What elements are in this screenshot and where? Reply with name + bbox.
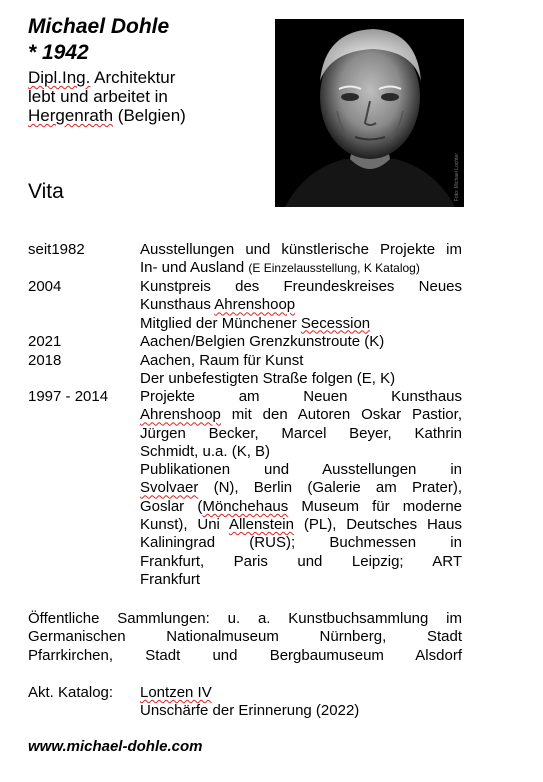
entry-line: Mitglied der Münchener Secession xyxy=(140,314,371,332)
entry-description xyxy=(140,333,462,351)
location-town: Hergenrath xyxy=(28,106,114,125)
entry-line: Projekte am Neuen Kunsthaus xyxy=(140,388,462,405)
entry-line: In- und Ausland (E Einzelausstellung, K Katalog) xyxy=(140,259,420,277)
profession: Architektur xyxy=(90,68,176,87)
entry-line: Jürgen Becker, Marcel Beyer, Kathrin xyxy=(140,424,462,442)
entry-year: seit1982 xyxy=(28,241,85,258)
profession-line xyxy=(28,68,186,87)
catalog-subtitle: Unschärfe der Erinnerung (2022) xyxy=(140,702,360,720)
photo-credit: Foto: Michael Lochter xyxy=(454,152,460,201)
entry-line: Goslar (Mönchehaus Museum für moderne xyxy=(140,497,463,515)
collections-line: Öffentliche Sammlungen: u. a. Kunstbuchsammlung im xyxy=(28,610,462,627)
entry-line: Publikationen und Ausstellungen in xyxy=(140,461,462,479)
entry-description xyxy=(140,352,462,389)
collections-line: Germanischen Nationalmuseum Nürnberg, Stadt xyxy=(28,628,462,646)
entry-description xyxy=(140,388,462,589)
title-abbrev: Dipl.Ing. xyxy=(28,68,91,87)
entry-year: 2018 xyxy=(28,352,62,369)
entry-year: 2021 xyxy=(28,333,62,350)
artist-name: Michael Dohle xyxy=(28,15,170,38)
portrait-image xyxy=(275,19,464,207)
entry-line: Kaliningrad (RUS); Buchmessen in xyxy=(140,534,462,552)
entry-description xyxy=(140,278,462,333)
lives-works-line: lebt und arbeitet in xyxy=(28,87,168,106)
website-link[interactable]: www.michael-dohle.com xyxy=(28,738,203,755)
entry-line: Ahrenshoop mit den Autoren Oskar Pastior, xyxy=(140,406,462,424)
catalog-title: Lontzen IV xyxy=(140,684,212,701)
entry-line: Svolvaer (N), Berlin (Galerie am Prater), xyxy=(140,479,462,497)
section-title: Vita xyxy=(28,180,64,203)
entry-line: Ausstellungen und künstlerische Projekte im xyxy=(140,241,462,258)
entry-line: Kunsthaus Ahrenshoop xyxy=(140,296,296,314)
location-country: (Belgien) xyxy=(113,106,186,125)
public-collections xyxy=(28,610,462,665)
catalog-label: Akt. Katalog: xyxy=(28,684,114,701)
portrait-photo xyxy=(275,19,464,207)
collections-line: Pfarrkirchen, Stadt und Bergbaumuseum Alsdorf xyxy=(28,646,462,664)
birth-year: * 1942 xyxy=(28,41,89,64)
entry-description xyxy=(140,241,462,278)
entry-year: 1997 - 2014 xyxy=(28,388,109,405)
entry-line: Aachen/Belgien Grenzkunstroute (K) xyxy=(140,333,385,350)
entry-line: Frankfurt xyxy=(140,570,201,588)
entry-line: Kunstpreis des Freundeskreises Neues xyxy=(140,278,462,295)
location-line xyxy=(28,106,186,125)
artist-info xyxy=(28,68,186,125)
entry-line: Frankfurt, Paris und Leipzig; ART xyxy=(140,552,462,570)
catalog-details xyxy=(140,684,462,721)
entry-line: Der unbefestigten Straße folgen (E, K) xyxy=(140,370,396,388)
entry-line: Schmidt, u.a. (K, B) xyxy=(140,442,271,460)
entry-year: 2004 xyxy=(28,278,62,295)
entry-line: Kunst), Uni Allenstein (PL), Deutsches Haus xyxy=(140,516,462,534)
entry-line: Aachen, Raum für Kunst xyxy=(140,352,304,369)
